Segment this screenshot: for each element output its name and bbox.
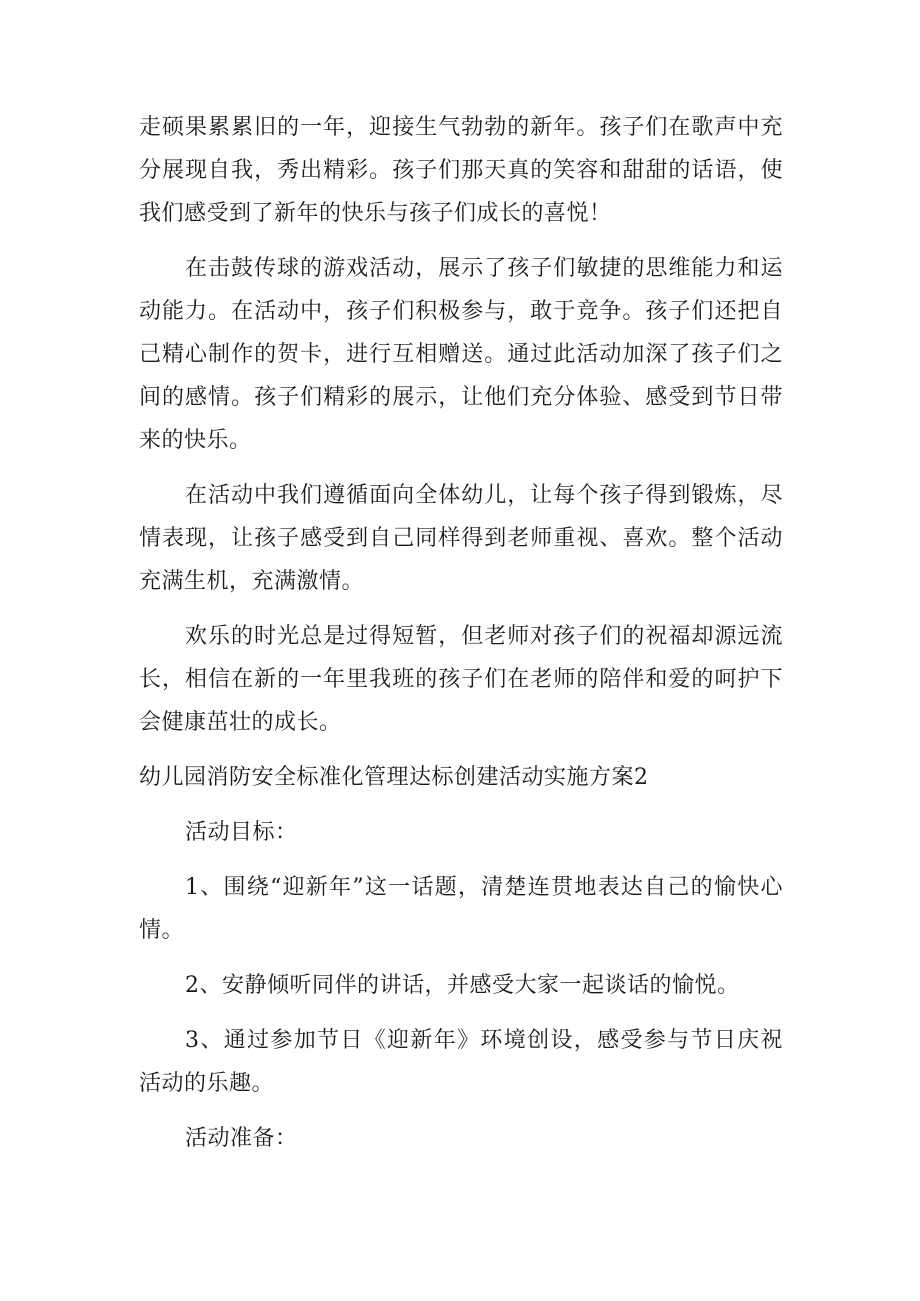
paragraph-4: 欢乐的时光总是过得短暂，但老师对孩子们的祝福却源远流长，相信在新的一年里我班的孩子们在老师的陪伴和爱的呵护下会健康茁壮的成长。 — [139, 624, 783, 735]
paragraph-3: 在活动中我们遵循面向全体幼儿，让每个孩子得到锻炼，尽情表现，让孩子感受到自己同样得到老师重视、喜欢。整个活动充满生机，充满激情。 — [139, 483, 783, 594]
section-title: 幼儿园消防安全标准化管理达标创建活动实施方案2 — [139, 765, 649, 790]
document-page — [139, 106, 783, 1172]
goal-item-2: 2、安静倾听同伴的讲话，并感受大家一起谈话的愉悦。 — [185, 973, 740, 998]
goal-item-3: 3、通过参加节日《迎新年》环境创设，感受参与节日庆祝活动的乐趣。 — [139, 1028, 783, 1096]
activity-goals-heading: 活动目标： — [185, 820, 298, 845]
activity-prep-heading: 活动准备： — [185, 1126, 298, 1151]
paragraph-1: 走硕果累累旧的一年，迎接生气勃勃的新年。孩子们在歌声中充分展现自我，秀出精彩。孩子们那天真的笑容和甜甜的话语，使我们感受到了新年的快乐与孩子们成长的喜悦！ — [139, 115, 783, 226]
paragraph-2: 在击鼓传球的游戏活动，展示了孩子们敏捷的思维能力和运动能力。在活动中，孩子们积极参与，敢于竞争。孩子们还把自己精心制作的贺卡，进行互相赠送。通过此活动加深了孩子们之间的感情。孩子们精彩的展示，让他们充分体验、感受到节日带来的快乐。 — [139, 256, 783, 453]
goal-item-1: 1、围绕“迎新年”这一话题，清楚连贯地表达自己的愉快心情。 — [139, 875, 783, 943]
